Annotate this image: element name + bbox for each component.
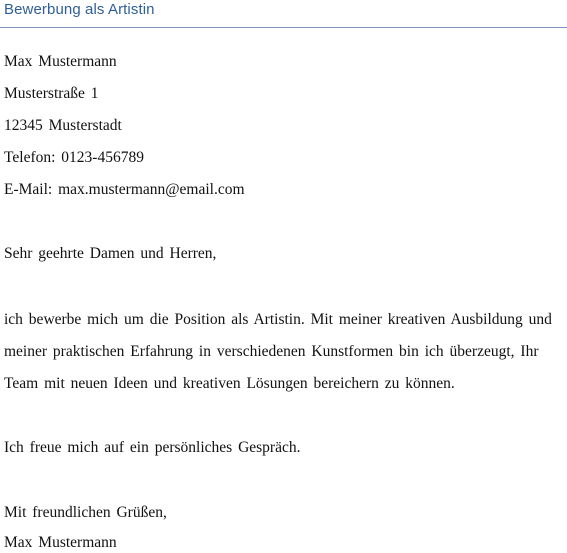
closing-paragraph: Ich freue mich auf ein persönliches Gespräch. xyxy=(4,439,301,456)
sender-phone: Telefon: 0123-456789 xyxy=(4,149,144,166)
sender-city: 12345 Musterstadt xyxy=(4,117,122,134)
closing-phrase: Mit freundlichen Grüßen, xyxy=(4,504,167,521)
paragraph-line: meiner praktischen Erfahrung in verschiedenen Kunstformen bin ich überzeugt, Ihr xyxy=(4,343,539,360)
document-header xyxy=(0,0,567,28)
document-title: Bewerbung als Artistin xyxy=(4,1,155,18)
sender-name: Max Mustermann xyxy=(4,53,117,70)
sender-street: Musterstraße 1 xyxy=(4,85,99,102)
paragraph-line: Team mit neuen Ideen und kreativen Lösungen bereichern zu können. xyxy=(4,375,455,392)
signature-name: Max Mustermann xyxy=(4,534,117,551)
paragraph-line: ich bewerbe mich um die Position als Artistin. Mit meiner kreativen Ausbildung und xyxy=(4,311,552,328)
salutation: Sehr geehrte Damen und Herren, xyxy=(4,245,217,262)
sender-email: E-Mail: max.mustermann@email.com xyxy=(4,181,245,198)
